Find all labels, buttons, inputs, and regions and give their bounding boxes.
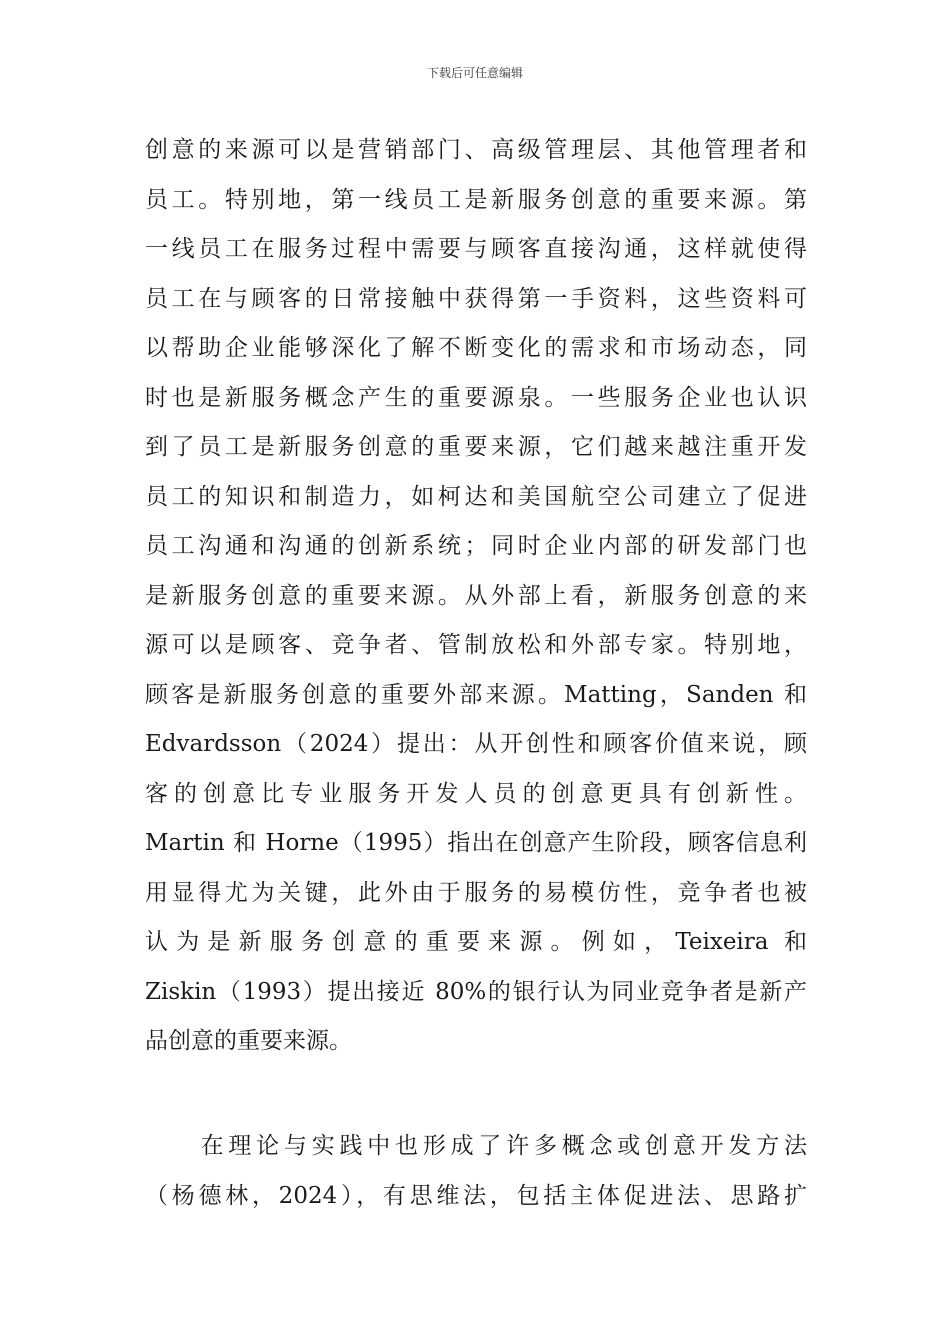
paragraph-2 [145,1122,807,1221]
paragraph-1 [145,126,807,1067]
text-line: 员工在与顾客的日常接触中获得第一手资料，这些资料可 [145,285,807,312]
text-line: 在理论与实践中也形成了许多概念或创意开发方法 [145,1133,807,1159]
text-line: 是新服务创意的重要来源。从外部上看，新服务创意的来 [145,582,807,609]
text-line: 客的创意比专业服务开发人员的创意更具有创新性。 [145,780,807,807]
text-line: Edvardsson（2024）提出：从开创性和顾客价值来说，顾 [145,731,807,757]
text-line: 创意的来源可以是营销部门、高级管理层、其他管理者和 [145,137,807,163]
text-line: Ziskin（1993）提出接近 80%的银行认为同业竞争者是新产 [145,978,807,1005]
text-line: 时也是新服务概念产生的重要源泉。一些服务企业也认识 [145,384,807,411]
text-line: 一线员工在服务过程中需要与顾客直接沟通，这样就使得 [145,236,807,262]
text-line: 员工沟通和沟通的创新系统；同时企业内部的研发部门也 [145,533,807,559]
text-line: 认为是新服务创意的重要来源。例如，Teixeira 和 [145,929,807,955]
text-line: 员工。特别地，第一线员工是新服务创意的重要来源。第 [145,186,807,213]
text-line: 员工的知识和制造力，如柯达和美国航空公司建立了促进 [145,483,807,510]
page-header: 下载后可任意编辑 [426,66,523,80]
text-line: 源可以是顾客、竞争者、管制放松和外部专家。特别地， [145,632,807,658]
text-line: 用显得尤为关键，此外由于服务的易模仿性，竞争者也被 [145,879,807,906]
text-line: （杨德林，2024），有思维法，包括主体促进法、思路扩 [145,1182,807,1209]
text-line: 到了员工是新服务创意的重要来源，它们越来越注重开发 [145,434,807,460]
text-line: 以帮助企业能够深化了解不断变化的需求和市场动态，同 [145,335,807,361]
text-line: 顾客是新服务创意的重要外部来源。Matting，Sanden 和 [145,681,807,708]
text-line: 品创意的重要来源。 [145,1028,352,1054]
text-line: Martin 和 Horne（1995）指出在创意产生阶段，顾客信息利 [145,830,807,856]
